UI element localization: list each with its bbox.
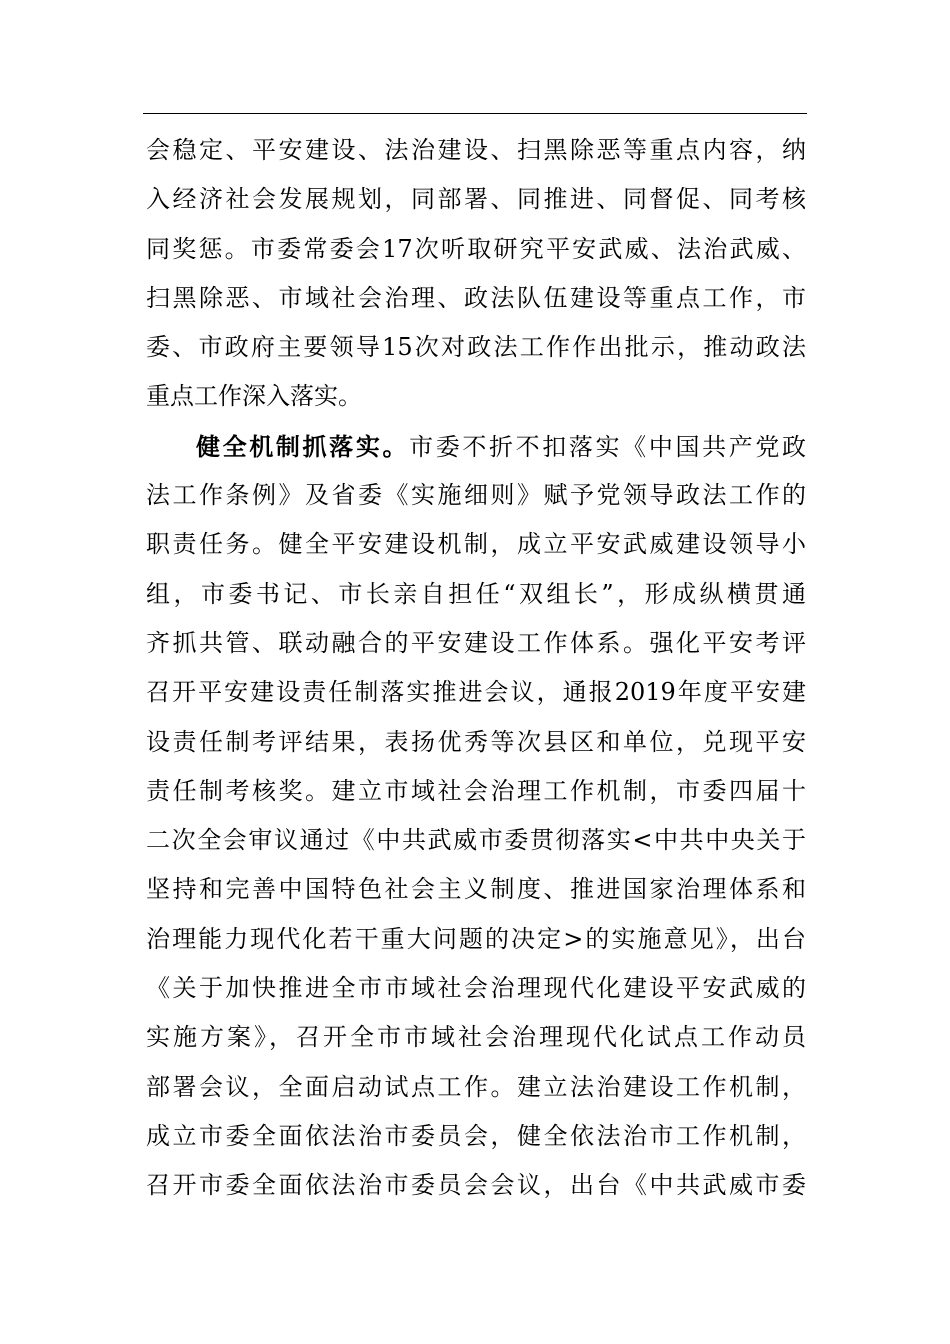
text-line: 坚持和完善中国特色社会主义制度、推进国家治理体系和: [146, 875, 806, 904]
text-line: 同奖惩。市委常委会17次听取研究平安武威、法治武威、: [146, 234, 806, 263]
text-line: 召开市委全面依法治市委员会会议，出台《中共武威市委: [146, 1171, 806, 1200]
text-line: 法工作条例》及省委《实施细则》赋予党领导政法工作的: [146, 481, 806, 510]
text-line: 《关于加快推进全市市域社会治理现代化建设平安武威的: [146, 974, 806, 1003]
paragraph-2: [146, 422, 806, 1211]
body-text: [146, 126, 806, 1211]
text-run: 市委不折不扣落实《中国共产党政: [409, 432, 807, 461]
text-line: 扫黑除恶、市域社会治理、政法队伍建设等重点工作，市: [146, 283, 806, 312]
text-line: 责任制考核奖。建立市域社会治理工作机制，市委四届十: [146, 776, 806, 805]
text-line: 齐抓共管、联动融合的平安建设工作体系。强化平安考评: [146, 628, 806, 657]
text-line: 委、市政府主要领导15次对政法工作作出批示，推动政法: [146, 333, 806, 362]
text-line: 召开平安建设责任制落实推进会议，通报2019年度平安建: [146, 678, 806, 707]
text-line: 设责任制考评结果，表扬优秀等次县区和单位，兑现平安: [146, 727, 806, 756]
paragraph-2-first-line: [146, 422, 806, 471]
text-line: 会稳定、平安建设、法治建设、扫黑除恶等重点内容，纳: [146, 136, 806, 164]
paragraph-1: [146, 126, 806, 422]
header-rule: [143, 113, 807, 114]
text-line: 二次全会审议通过《中共武威市委贯彻落实<中共中央关于: [146, 826, 806, 855]
text-line: 部署会议，全面启动试点工作。建立法治建设工作机制，: [146, 1072, 806, 1101]
text-line: 入经济社会发展规划，同部署、同推进、同督促、同考核: [146, 185, 806, 214]
text-line: 成立市委全面依法治市委员会，健全依法治市工作机制，: [146, 1121, 806, 1150]
text-line: 重点工作深入落实。: [146, 382, 362, 411]
text-line: 职责任务。健全平安建设机制，成立平安武威建设领导小: [146, 530, 806, 559]
text-line: 实施方案》，召开全市市域社会治理现代化试点工作动员: [146, 1023, 806, 1052]
paragraph-lead-heading: 健全机制抓落实。: [196, 431, 410, 461]
text-line: 组，市委书记、市长亲自担任“双组长”，形成纵横贯通: [146, 579, 806, 608]
text-line: 治理能力现代化若干重大问题的决定>的实施意见》，出台: [146, 924, 806, 953]
